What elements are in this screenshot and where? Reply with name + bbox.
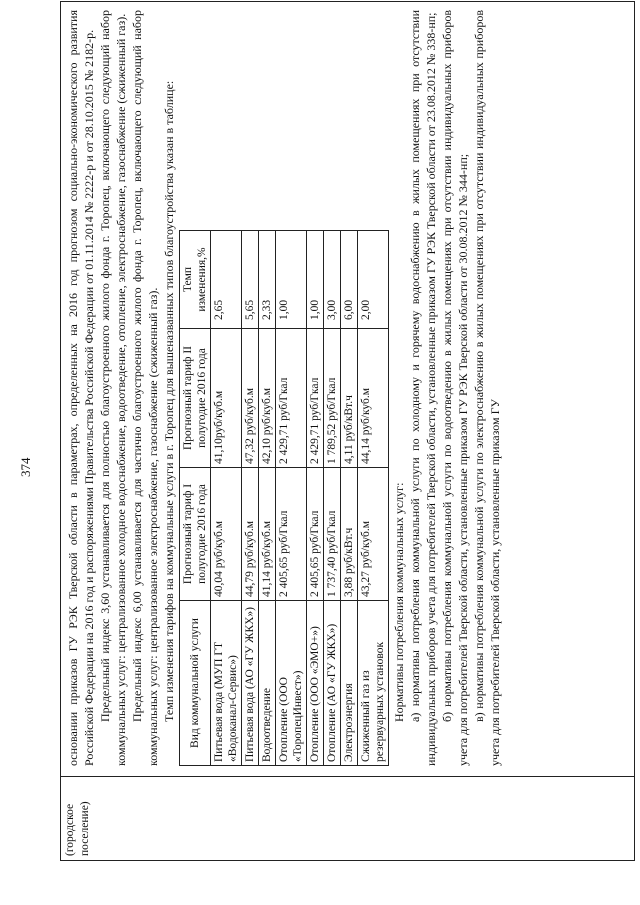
table-cell: 3,00 [324,231,341,329]
paragraph: Темп изменения тарифов на коммунальные услуги в г. Торопец для вышеназванных типов благоустройства указан в таблице: [162,80,176,722]
table-body [211,231,389,766]
table-cell: Питьевая вода (МУП ГТ «Водоканал-Сервис») [211,601,242,766]
table-cell: 2,33 [259,231,276,329]
table-cell: 1,00 [276,231,307,329]
table-cell: 6,00 [341,231,358,329]
table-cell: 4,11 руб/кВт.ч [341,329,358,468]
left-column-cell: (городское поселение) [61,776,634,860]
tariff-table [179,230,389,766]
outer-frame [60,1,635,861]
table-row [307,231,324,766]
table-cell: 2 429,71 руб/Гкал [307,329,324,468]
table-row [324,231,341,766]
paragraph: Предельный индекс 3,60 устанавливается для полностью благоустроенного жилого фонда г. Торопец, включающего следующий набор коммунальных услуг: централизованное холодное водоснабжение, водоотведение, отопление, электроснабжение, газоснабжение (сжиженный газ). [98,10,128,766]
paragraph: Нормативы потребления коммунальных услуг: [392,482,406,722]
table-header-cell: Вид коммунальной услуги [180,601,211,766]
table-cell: Сжиженный газ из резервуарных установок [358,601,389,766]
table-row [358,231,389,766]
table-cell: 2 429,71 руб/Гкал [276,329,307,468]
table-cell: 1,00 [307,231,324,329]
table-cell: 5,65 [242,231,259,329]
table-cell: 1 737,40 руб/Гкал [324,468,341,601]
table-header-cell: Прогнозный тариф II полугодие 2016 года [180,329,211,468]
table-row [242,231,259,766]
main-text [65,10,503,766]
paragraph: а) нормативы потребления коммунальной услуги по холодному и горячему водоснабжению в жилых помещениях при отсутствии индивидуальных приборов учета для потребителей Тверской области, установленные приказом ГУ РЭК Тверской области от 23.08.2012 № 338-нп; [408,10,438,766]
table-cell: 2 405,65 руб/Гкал [276,468,307,601]
table-cell: Отопление (ООО «ТоропецИнвест») [276,601,307,766]
table-cell: 2,65 [211,231,242,329]
table-cell: 3,88 руб/кВт.ч [341,468,358,601]
table-cell: 1 789,52 руб/Гкал [324,329,341,468]
table-row [341,231,358,766]
table-header-cell: Прогнозный тариф I полугодие 2016 года [180,468,211,601]
paragraph: основании приказов ГУ РЭК Тверской области в параметрах, определенных на 2016 год прогнозом социально-экономического развития Российской Федерации на 2016 год и распоряжениями Правительства Российской Федерации от 01.11.2014 № 2222-р и от 28.10.2015 № 2182-р. [66,10,96,766]
table-row [276,231,307,766]
table-header-row [180,231,211,766]
paragraph: в) нормативы потребления коммунальной услуги по электроснабжению в жилых помещениях при отсутствии индивидуальных приборов учета для потребителей Тверской области, установленные приказом ГУ [472,10,502,766]
table-cell: Водоотведение [259,601,276,766]
table-row [211,231,242,766]
paragraphs-top [65,10,177,766]
table-cell: 2,00 [358,231,389,329]
table-cell: 41,10руб/куб.м [211,329,242,468]
table-cell: Питьевая вода (АО «ГУ ЖКХ») [242,601,259,766]
table-row [259,231,276,766]
table-header-cell: Темп изменения,% [180,231,211,329]
paragraph: Предельный индекс 6,00 устанавливается для частично благоустроенного жилого фонда г. Торопец, включающего следующий набор коммунальных услуг: централизованное электроснабжение, газоснабжение (сжиженный газ). [130,10,160,766]
table-cell: 40,04 руб/куб.м [211,468,242,601]
paragraphs-bottom [391,10,503,766]
page-number: 374 [18,457,33,477]
table-cell: 2 405,65 руб/Гкал [307,468,324,601]
table-cell: Электроэнергия [341,601,358,766]
table-cell: 47,32 руб/куб.м [242,329,259,468]
paragraph: б) нормативы потребления коммунальной услуги по водоотведению в жилых помещениях при отсутствии индивидуальных приборов учета для потребителей Тверской области, установленные приказом ГУ РЭК Тверской области от 30.08.2012 № 344-нп; [440,10,470,766]
table-cell: 41,14 руб/куб.м [259,468,276,601]
table-cell: Отопление (ООО «ЭМО+») [307,601,324,766]
table-cell: 43,27 руб/куб.м [358,468,389,601]
table-cell: 44,14 руб/куб.м [358,329,389,468]
table-cell: Отопление (АО «ГУ ЖКХ») [324,601,341,766]
table-cell: 42,10 руб/куб.м [259,329,276,468]
table-cell: 44,79 руб/куб.м [242,468,259,601]
